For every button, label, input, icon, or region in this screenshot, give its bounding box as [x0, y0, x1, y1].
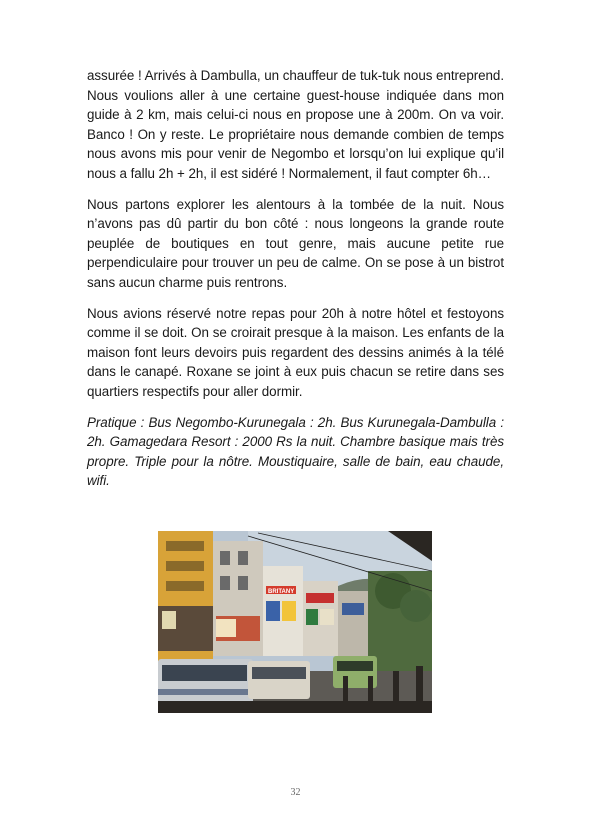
paragraph-arrival: assurée ! Arrivés à Dambulla, un chauffeur de tuk-tuk nous entreprend. Nous voulions aller à une certaine guest-house indiquée dans mon guide à 2 km, mais celui-ci nous en propose une à 200m. On va voir. Banco ! On y reste. Le propriétaire nous demande combien de temps nous avons mis pour venir de Negombo et lorsqu’on lui explique qu’il nous a fallu 2h + 2h, il est sidéré ! Normalement, il faut compter 6h…: [87, 68, 504, 181]
paragraph-dinner: Nous avions réservé notre repas pour 20h à notre hôtel et festoyons comme il se doit. On se croirait presque à la maison. Les enfants de la maison font leurs devoirs puis regardent des dessins animés à la télé dans le canapé. Roxane se joint à eux puis chacun se retire dans ses quartiers respectifs pour aller dormir.: [87, 305, 504, 399]
street-photo: [158, 531, 432, 713]
paragraph-evening-walk: Nous partons explorer les alentours à la tombée de la nuit. Nous n’avons pas dû partir du bon côté : nous longeons la grande route peuplée de boutiques en tout genre, mais aucune petite rue perpendiculaire pour trouver un peu de calme. On se pose à un bistrot sans aucun charme puis rentrons.: [87, 196, 504, 290]
page-number: 32: [290, 787, 301, 798]
body-text: [87, 66, 504, 502]
practical-note: Pratique : Bus Negombo-Kurunegala : 2h. Bus Kurunegala-Dambulla : 2h. Gamagedara Resort : 2000 Rs la nuit. Chambre basique mais très propre. Triple pour la nôtre. Moustiquaire, salle de bain, eau chaude, wifi.: [87, 414, 504, 489]
sign-text: BRITANY: [268, 589, 295, 595]
